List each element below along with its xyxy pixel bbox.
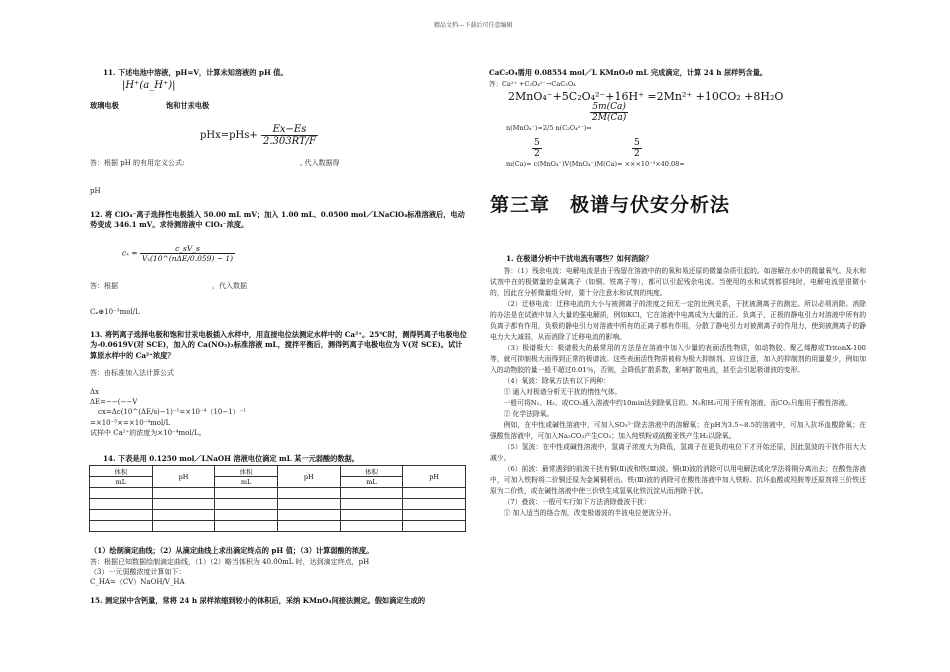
titration-table [89,465,466,532]
answer-14-line: （3）一元弱酸浓度计算如下： [90,568,186,577]
answer-13-line: Δx [90,388,100,397]
ph-formula-numerator: Ex−Es [261,124,318,136]
answer-13-line: =×10⁻⁵×=×10⁻⁴mol/L [90,418,171,427]
answer-paragraph: ① 通入对极谱分析无干扰的惰性气体。 [503,388,622,396]
fraction-five: 5 [634,138,640,148]
fraction-two: 2 [634,149,640,159]
question-13: 13. 将钙离子选择电极和饱和甘汞电极插入水样中，用直接电位法测定水样中的 Ca²⁺。25℃时，测得钙离子电极电位为-0.0619V(对 SCE)，加入的 Ca(NO₃)₂标准溶液 mL，搅拌平衡后，测得钙离子电极电位为 V(对 SCE)。试计算原水样中的 Ca²⁺浓度？ [90,330,467,360]
reaction-equation: 2MnO₄⁻+5C₂O₄²⁻+16H⁺ =2Mn²⁺ +10CO₂ +8H₂O [508,90,784,103]
table-header-unit: mL [340,477,403,488]
mass-fraction [590,102,628,123]
answer-paragraph: （2）迁移电流：迁移电流的大小与被测离子的浓度之间无一定的比例关系，干扰被测离子的测定。所以必须消除。消除的办法是在试液中加入大量的强电解质，例如KCl，它在溶液中电离成为大量的正、负离子，正极的静电引力对溶液中所有的负离子都有作用，负极的静电引力对溶液中所有的正离子都有作用，分散了静电引力对被测离子的作用力，使到被测离子的静电力大大减弱，从而消除了迁移电流的影响。 [490,300,866,341]
question-14-tasks: （1）绘制滴定曲线；（2）从滴定曲线上求出滴定终点的 pH 值；（3）计算弱酸的浓度。 [90,546,374,555]
answer-13-line: 答：由标准加入法计算公式 [90,369,174,377]
ph-formula-denominator: 2.303RT/F [262,136,316,147]
table-header-unit: mL [215,477,278,488]
answer-paragraph: （7）叠波：一般可实行如下方法消除叠波干扰： [503,498,651,506]
answer-12-result: Cₓ⊕10⁻³mol/L [90,308,140,316]
answer-paragraph: （3）极谱极大：极谱极大的最常用的方法是在溶液中加入少量的表面活性物质，如动物胶、聚乙烯醇或TritonX-100等，就可抑制极大而得到正常的极谱波。这些表面活性物质被称为极大抑制剂。应该注意，加入的抑制剂的用量要少，例如加入的动物胶的量一般不超过0.01％，否则，会降低扩散系数，影响扩散电流，甚至会引起极谱波的变形。 [490,344,866,374]
answer-paragraph: ② 化学法除氧。 [503,410,554,418]
mass-fraction-denominator: 2M(Ca) [592,113,627,123]
mass-fraction-numerator: 5m(Ca) [590,102,628,113]
answer-13-line: ΔE=−−(−−V [90,398,138,407]
answer-15-mass: m(Ca)= c(MnO₄⁻)V(MnO₄⁻)M(Ca)= ×××10⁻³×40.08= [506,160,685,168]
table-row [90,510,466,521]
answer-13-line: cx=Δc(10^(ΔE/s)−1)⁻¹=×10⁻⁴（10−1）⁻¹ [98,408,247,417]
table-header-volume: 体积 [340,466,403,477]
table-header-ph: pH [277,466,340,488]
cx-formula [122,244,235,263]
answer-paragraph: （4）氧波：除氧方法有以下两种： [503,377,610,385]
answer-15-moles: n(MnO₄⁻)=2/5 n(C₂O₄²⁻)= [506,124,592,132]
calomel-electrode-label: 饱和甘汞电极 [166,101,210,110]
answer-body [490,266,866,519]
cx-label: cₓ = [122,248,138,258]
question-14: 14. 下表是用 0.1250 mol／LNaOH 溶液电位滴定 mL 某一元弱酸的数据。 [103,454,359,463]
answer-paragraph: 答：（1）残余电流：电解电流是由于残留在溶液中的的氧和易还原的微量杂质引起的。如溶解在水中的微量氧气、及水和试剂中在的极微量的金属离子（如铜、铁离子等），都可以引起残余电流。当使用的水和试剂都很纯时，电解电流是很微小的，因此在分析微量组分时，要十分注意水和试剂的纯度。 [490,267,866,297]
answer-12: 答：根据 [90,282,118,290]
table-header-volume: 体积 [215,466,278,477]
answer-14-line: C_HA=（CV）NaOH/V_HA [90,578,185,587]
table-row [90,499,466,510]
question-15: 15. 测定尿中含钙量，常将 24 h 尿样浓缩到较小的体积后，采纳 KMnO₄间接法测定。假如滴定生成的 [90,596,426,605]
chapter3-question-1: 1. 在极谱分析中干扰电流有哪些？如何消除？ [506,254,653,263]
fraction-five: 5 [534,138,540,148]
answer-11-ph: pH [90,187,101,195]
answer-15-line1: 答：Ca²⁺ +C₂O₄²⁻→CaC₂O₄ [489,80,576,88]
ph-formula [200,124,318,147]
table-header-unit: mL [90,477,153,488]
answer-11: 答：根据 pH 的有用定义公式: [90,159,185,167]
question-11-formula: |H⁺(a_H⁺)| [122,80,176,91]
five-halves-fraction [632,138,642,159]
question-12: 12. 将 ClO₄⁻离子选择性电极插入 50.00 mL mV；加入 1.00 mL、0.0500 mol／LNaClO₄标准溶液后，电动势变成 346.1 mV。求待测溶液中 ClO₄⁻浓度。 [90,210,465,230]
cx-numerator: c_sV_s [140,244,235,254]
answer-paragraph: ① 加入适当的络合剂，改变极谱波的半波电位使波分开。 [503,509,676,517]
answer-paragraph: 例如，在中性或碱性溶液中，可加入SO₃²⁻除去溶液中的溶解氧；在pH为3.5~8.5的溶液中，可加入抗坏血酸除氧；在强酸性溶液中，可加入Na₂CO₃产生CO₂；加入纯铁粉或硫酸亚铁产生H₂以除氧。 [490,421,866,440]
glass-electrode-label: 玻璃电极 [90,101,119,110]
question-15-continued: CaC₂O₄需用 0.08554 mol／L KMnO₄0 mL 完成滴定，计算 24 h 尿样钙含量。 [489,68,768,77]
fraction-two: 2 [534,149,540,159]
table-header-ph: pH [403,466,466,488]
answer-14-line: 答：根据已知数据绘制滴定曲线，（1）（2）略当体积为 40.00mL 时，达到滴定终点，pH [90,558,370,566]
table-row [90,488,466,499]
answer-paragraph: （5）氢波：在中性或碱性溶液中，氢离子浓度大为降低，氢离子在更负的电位下才开始还原，因此氢波的干扰作用大大减少。 [490,443,866,462]
cx-denominator: Vₓ(10^(nΔE/0.059) − 1) [141,254,234,263]
five-halves-fraction [532,138,542,159]
table-header-volume: 体积 [90,466,153,477]
chapter-title: 第三章 极谱与伏安分析法 [490,194,731,216]
answer-12-tail: ，代入数据 [212,282,247,290]
ph-formula-lhs: pHx=pHs+ [200,130,258,141]
answer-paragraph: 一般可将N₂、H₂、或CO₂通入溶液中约10min达到除氧目的。N₂和H₂可用于所有溶液，而CO₂只能用于酸性溶液。 [503,399,852,407]
table-header-ph: pH [152,466,215,488]
page-header: 精品文档---下载后可任意编辑 [434,22,513,29]
table-row [90,521,466,532]
answer-13 [90,368,450,438]
question-11: 11. 下述电池中溶液，pH=V，计算未知溶液的 pH 值。 [103,68,288,77]
answer-14 [90,557,470,587]
answer-paragraph: （6）前波：最常遇到的前波干扰有铜(Ⅱ)波和铁(Ⅲ)波。铜(Ⅱ)波的消除可以用电解法或化学法将铜分离出去；在酸性溶液中，可加入铁粉将二价铜还原为金属铜析出。铁(Ⅲ)波的消除可在酸性溶液中加入铁粉、抗坏血酸或羟胺等还原剂将三价铁还原为二价铁，或在碱性溶液中使三价铁生成氢氧化铁沉淀从而消除干扰。 [490,465,866,495]
answer-13-line: 试样中 Ca²⁺的浓度为×10⁻⁴mol/L。 [90,428,206,437]
answer-11-tail: , 代入数据得 [300,159,340,167]
